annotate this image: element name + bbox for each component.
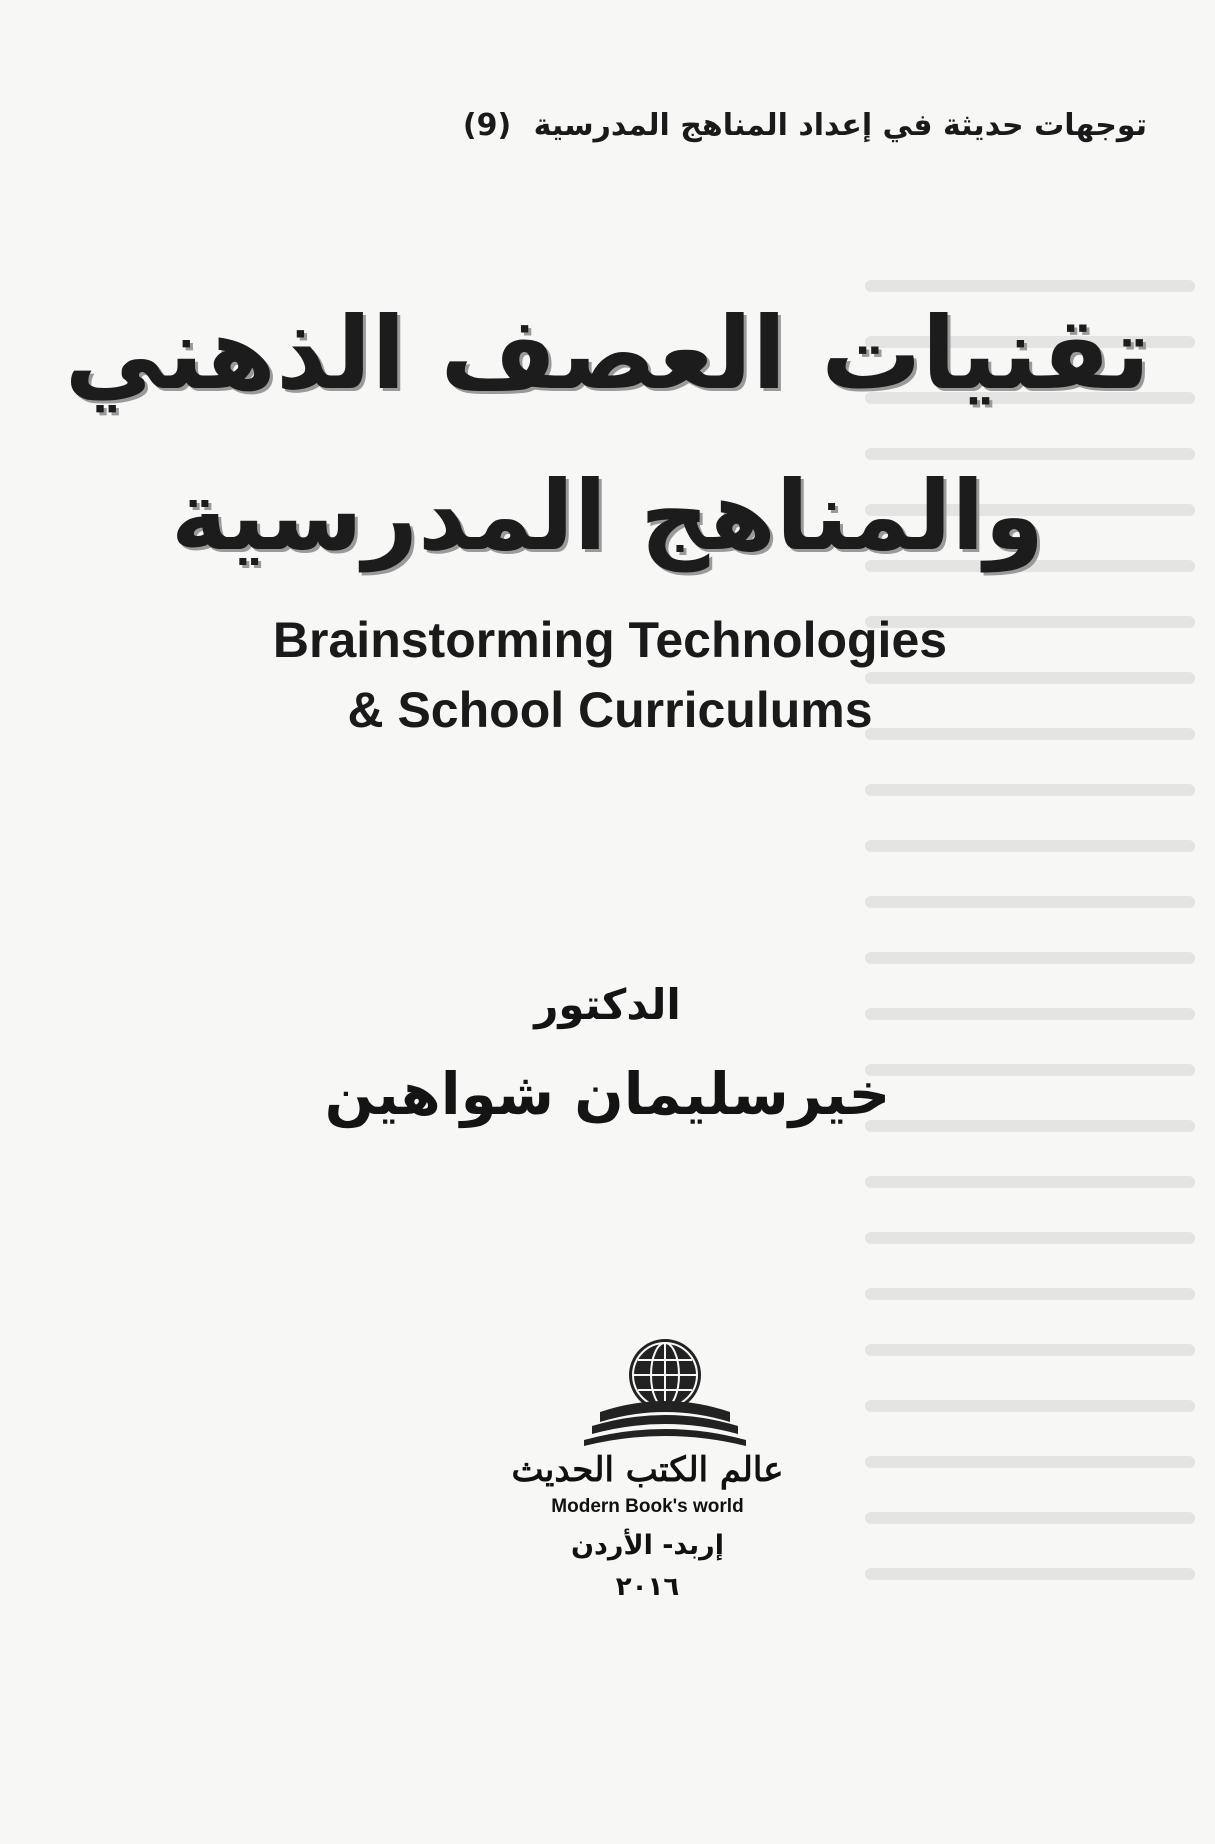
- author-label: الدكتور: [534, 980, 681, 1029]
- publisher-name-arabic: عالم الكتب الحديث: [511, 1450, 784, 1490]
- publication-year: ٢٠١٦: [615, 1572, 680, 1602]
- publisher-city: إربد- الأردن: [571, 1530, 724, 1561]
- arabic-title-line-2: والمناهج المدرسية: [170, 460, 1045, 572]
- english-title-line-1: Brainstorming Technologies: [272, 612, 948, 668]
- author-name: خيرسليمان شواهين: [324, 1060, 891, 1128]
- series-text: توجهات حديثة في إعداد المناهج المدرسية: [533, 108, 1147, 143]
- series-title: [327, 108, 1147, 143]
- arabic-title-line-1: تقنيات العصف الذهني: [64, 295, 1151, 412]
- english-title-line-2: & School Curriculums: [347, 682, 873, 738]
- series-number: (9): [462, 108, 512, 143]
- globe-book-logo-icon: [580, 1330, 750, 1450]
- publisher-name-english: Modern Book's world: [551, 1496, 744, 1517]
